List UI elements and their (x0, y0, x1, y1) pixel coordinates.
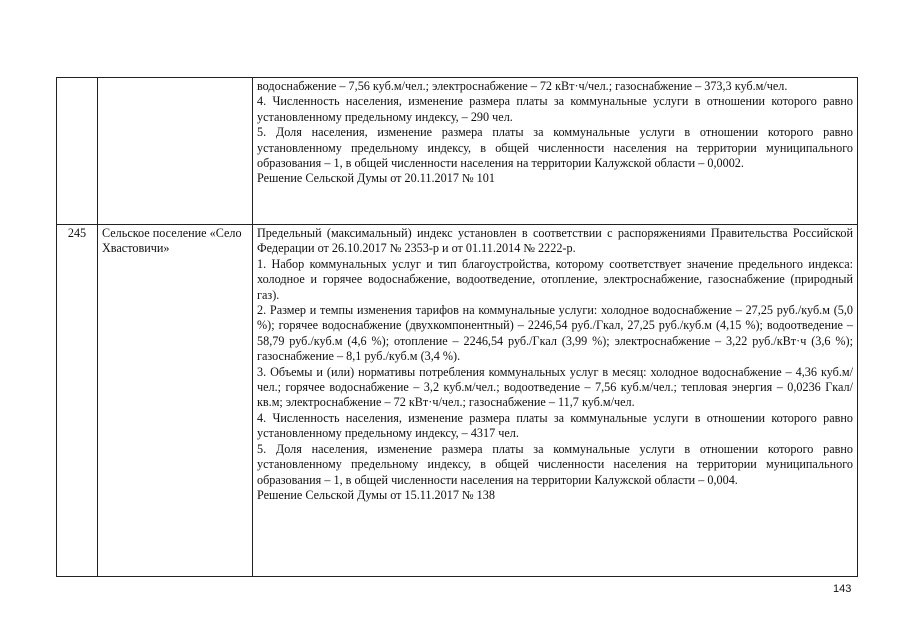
description-cell (253, 225, 858, 577)
paragraph: 2. Размер и темпы изменения тарифов на коммунальные услуги: холодное водоснабжение – 27,25 руб./куб.м (5,0 %); горячее водоснабжение (двухкомпонентный) – 2246,54 руб./Гкал, 27,25 руб./куб.м (4,15 %); водоотведение – 58,79 руб./куб.м (4,6 %); отопление – 2246,54 руб./Гкал (3,99 %); электроснабжение – 3,22 руб./кВт·ч (3,6 %); газоснабжение – 8,1 руб./куб.м (3,4 %). (257, 303, 853, 364)
table-row (57, 225, 858, 577)
paragraph: 4. Численность населения, изменение размера платы за коммунальные услуги в отношении которого равно установленному предельному индексу, – 290 чел. (257, 94, 853, 124)
municipality-name-cell (98, 78, 253, 225)
row-number-cell: 245 (57, 225, 98, 577)
page-number: 143 (833, 583, 852, 595)
paragraph: 1. Набор коммунальных услуг и тип благоустройства, которому соответствует значение предельного индекса: холодное и горячее водоснабжение, водоотведение, отопление, электроснабжение, газоснабжение (природный газ). (257, 256, 853, 302)
paragraph: 5. Доля населения, изменение размера платы за коммунальные услуги в отношении которого равно установленному предельному индексу, в общей численности населения на территории муниципального образования – 1, в общей численности населения на территории Калужской области – 0,004. (257, 441, 853, 487)
description-cell (253, 78, 858, 225)
paragraph: 5. Доля населения, изменение размера платы за коммунальные услуги в отношении которого равно установленному предельному индексу, в общей численности населения на территории муниципального образования – 1, в общей численности населения на территории Калужской области – 0,0002. (257, 125, 853, 171)
paragraph: Предельный (максимальный) индекс установлен в соответствии с распоряжениями Правительства Российской Федерации от 26.10.2017 № 2353-р и от 01.11.2014 № 2222-р. (257, 226, 853, 256)
tariff-index-table (56, 77, 858, 577)
decision-reference: Решение Сельской Думы от 20.11.2017 № 101 (257, 171, 495, 186)
paragraph: 3. Объемы и (или) нормативы потребления коммунальных услуг в месяц: холодное водоснабжение – 4,36 куб.м/чел.; горячее водоснабжение – 3,2 куб.м/чел.; водоотведение – 7,56 куб.м/чел.; тепловая энергия – 0,0236 Гкал/кв.м; электроснабжение – 72 кВт·ч/чел.; газоснабжение – 11,7 куб.м/чел. (257, 364, 853, 410)
paragraph: водоснабжение – 7,56 куб.м/чел.; электроснабжение – 72 кВт·ч/чел.; газоснабжение – 373,3 куб.м/чел. (257, 79, 788, 93)
paragraph: 4. Численность населения, изменение размера платы за коммунальные услуги в отношении которого равно установленному предельному индексу, – 4317 чел. (257, 410, 853, 441)
municipality-name-cell: Сельское поселение «Село Хвастовичи» (98, 225, 253, 577)
decision-reference: Решение Сельской Думы от 15.11.2017 № 138 (257, 487, 495, 502)
row-number-cell (57, 78, 98, 225)
table-row (57, 78, 858, 225)
